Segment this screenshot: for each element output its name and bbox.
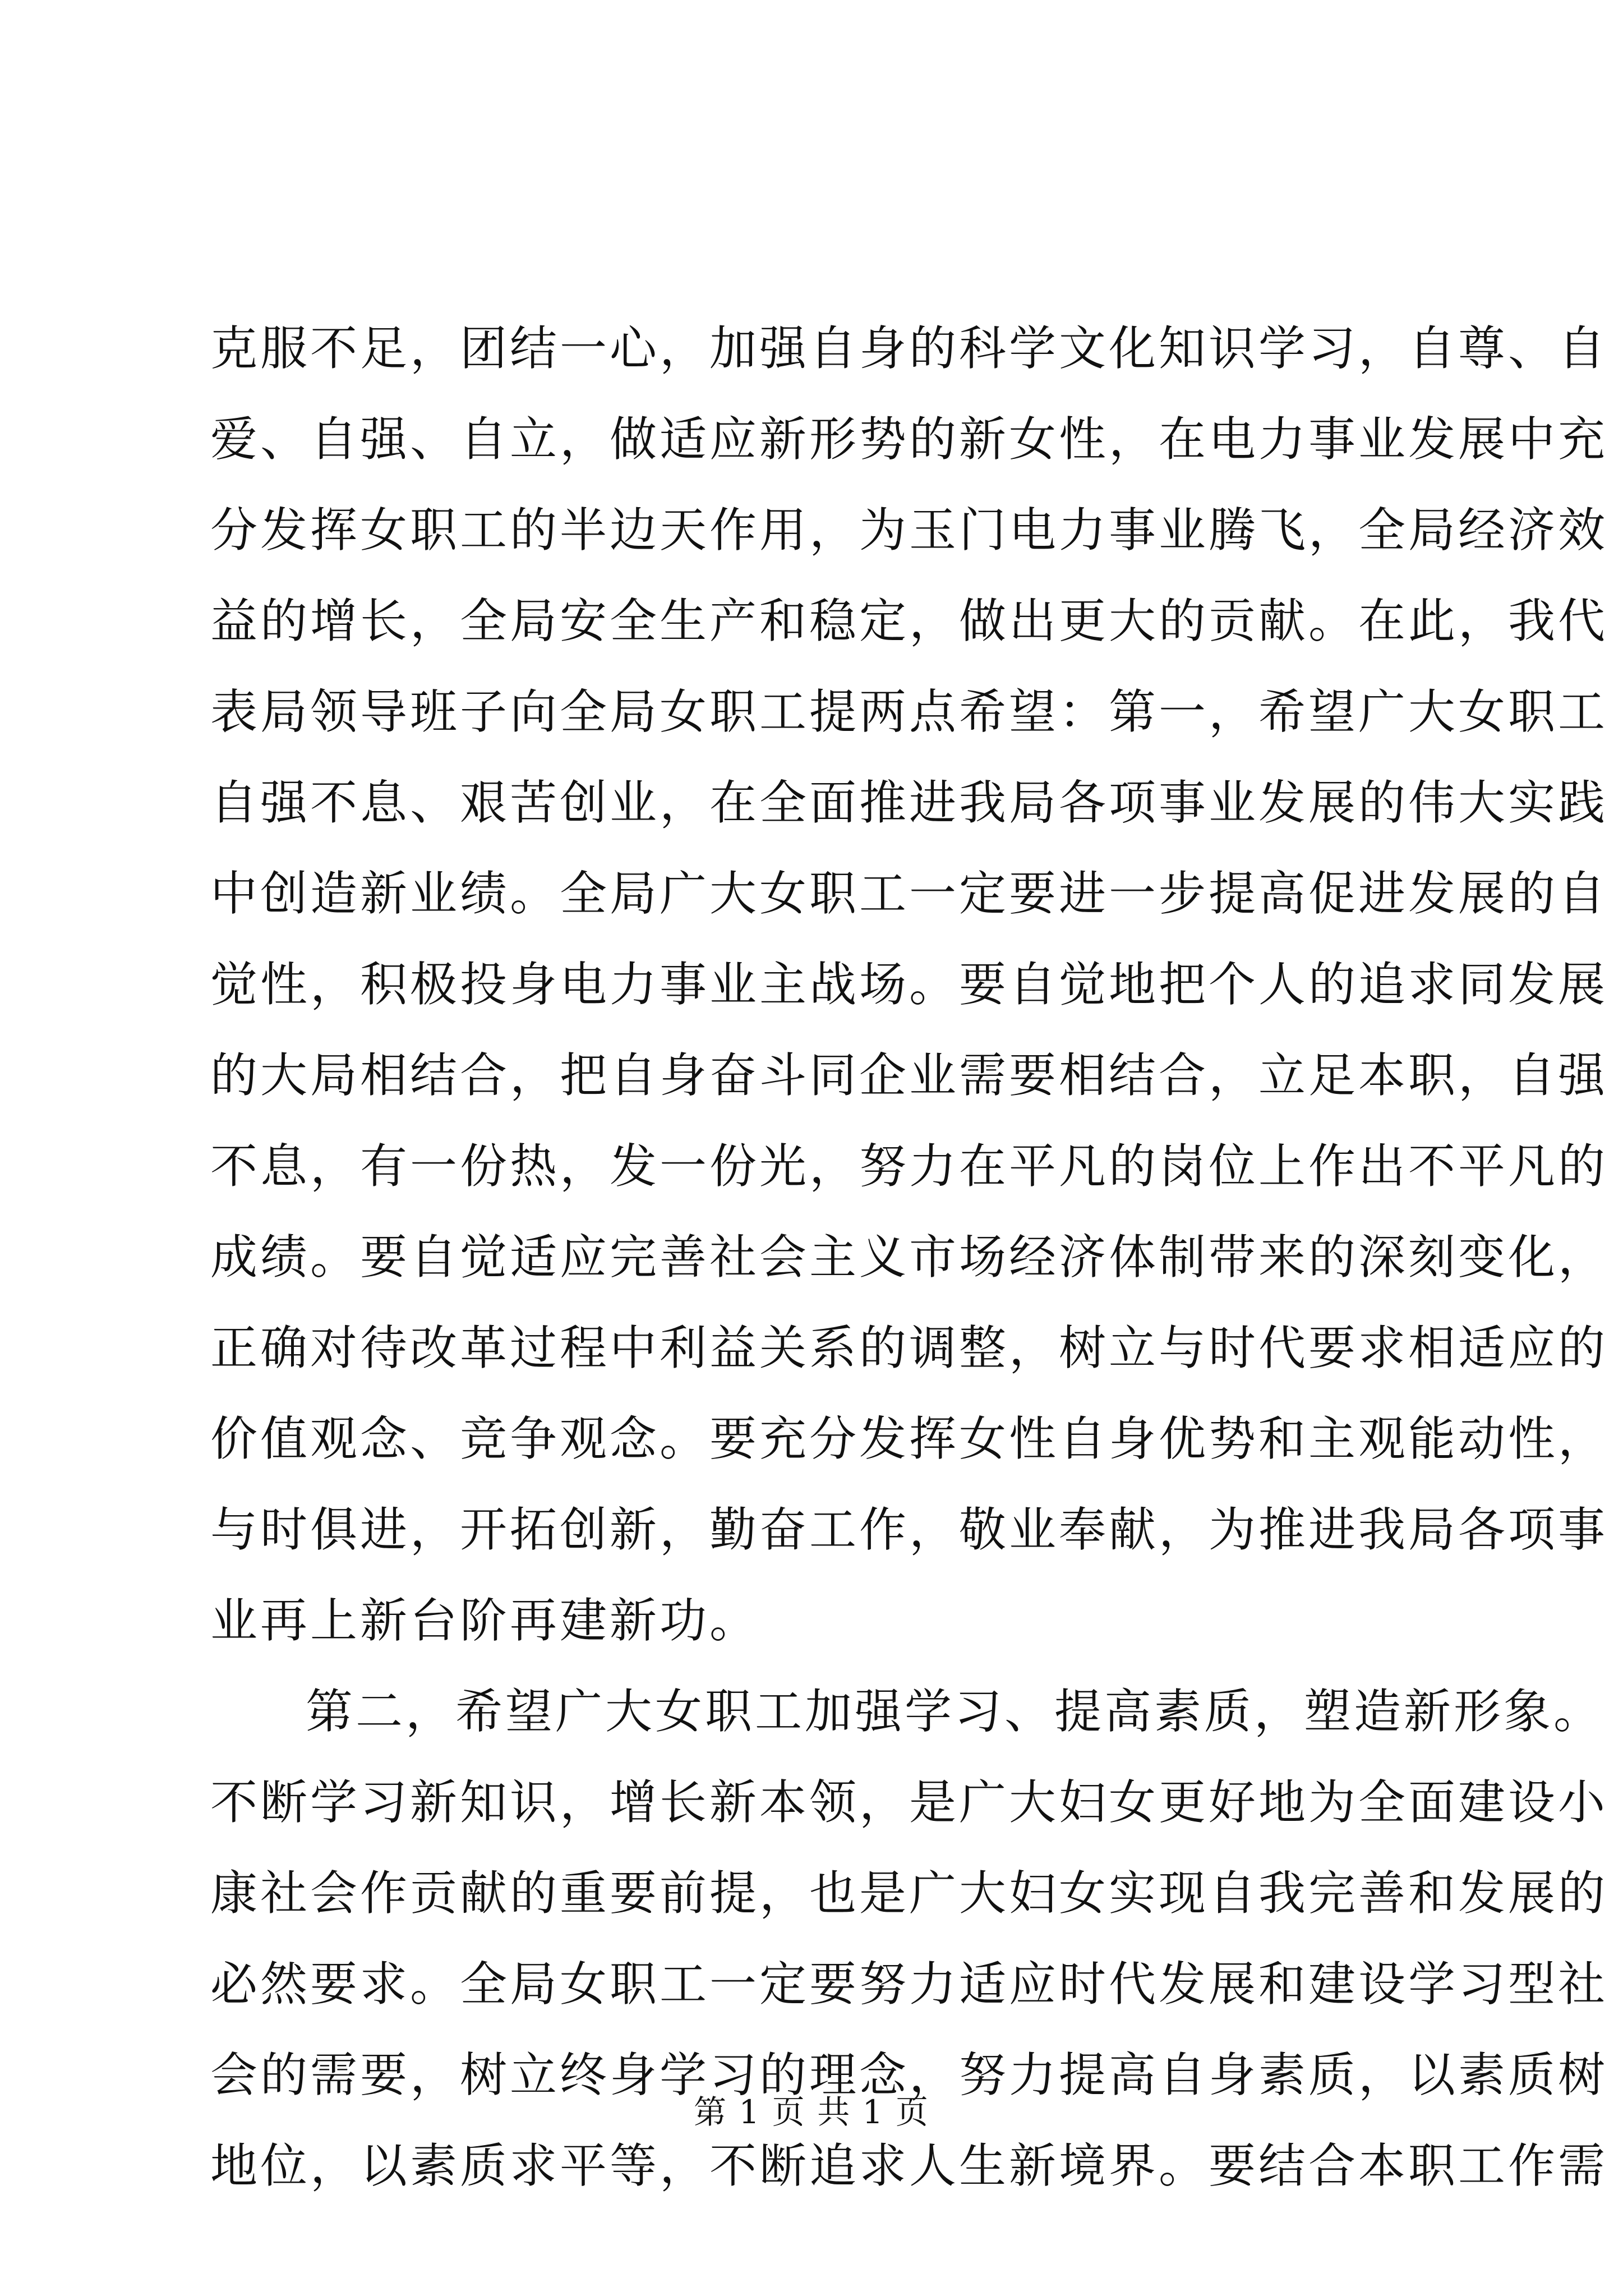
text-line: 正确对待改革过程中利益关系的调整，树立与时代要求相适应的	[210, 1320, 1608, 1375]
paragraph-1	[210, 303, 1608, 1666]
text-line: 觉性，积极投身电力事业主战场。要自觉地把个人的追求同发展	[210, 957, 1608, 1012]
page-footer	[0, 2090, 1623, 2134]
text-line: 表局领导班子向全局女职工提两点希望：第一，希望广大女职工	[210, 684, 1608, 739]
text-line: 不息，有一份热，发一份光，努力在平凡的岗位上作出不平凡的	[210, 1139, 1608, 1194]
text-line: 业再上新台阶再建新功。	[210, 1593, 760, 1648]
text-line: 康社会作贡献的重要前提，也是广大妇女实现自我完善和发展的	[210, 1866, 1608, 1921]
text-line: 不断学习新知识，增长新本领，是广大妇女更好地为全面建设小	[210, 1775, 1608, 1830]
page-number-label: 第 1 页 共 1 页	[694, 2093, 929, 2131]
text-line: 价值观念、竞争观念。要充分发挥女性自身优势和主观能动性，	[210, 1411, 1608, 1466]
document-body	[210, 303, 1608, 2211]
text-line: 第二，希望广大女职工加强学习、提高素质，塑造新形象。	[306, 1684, 1604, 1739]
text-line: 成绩。要自觉适应完善社会主义市场经济体制带来的深刻变化，	[210, 1230, 1608, 1285]
text-line: 益的增长，全局安全生产和稳定，做出更大的贡献。在此，我代	[210, 593, 1608, 648]
text-line: 分发挥女职工的半边天作用，为玉门电力事业腾飞，全局经济效	[210, 503, 1608, 558]
text-line: 中创造新业绩。全局广大女职工一定要进一步提高促进发展的自	[210, 866, 1608, 921]
text-line: 爱、自强、自立，做适应新形势的新女性，在电力事业发展中充	[210, 412, 1608, 467]
text-line: 克服不足，团结一心，加强自身的科学文化知识学习，自尊、自	[210, 321, 1608, 376]
text-line: 必然要求。全局女职工一定要努力适应时代发展和建设学习型社	[210, 1957, 1608, 2012]
text-line: 会的需要，树立终身学习的理念，努力提高自身素质，以素质树	[210, 2047, 1608, 2102]
text-line: 的大局相结合，把自身奋斗同企业需要相结合，立足本职，自强	[210, 1048, 1608, 1103]
text-line: 自强不息、艰苦创业，在全面推进我局各项事业发展的伟大实践	[210, 775, 1608, 830]
text-line: 与时俱进，开拓创新，勤奋工作，敬业奉献，为推进我局各项事	[210, 1502, 1608, 1557]
text-line: 地位，以素质求平等，不断追求人生新境界。要结合本职工作需	[210, 2138, 1608, 2193]
